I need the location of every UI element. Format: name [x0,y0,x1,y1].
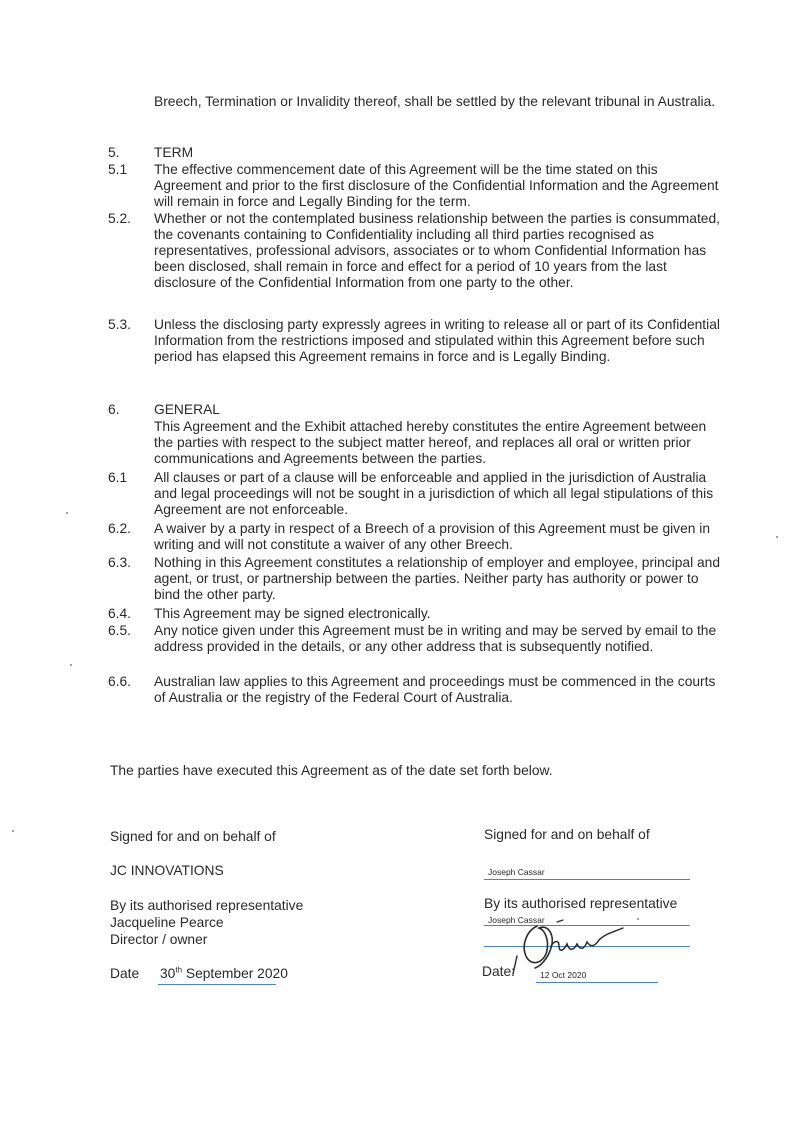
clause-5-1 [108,162,720,210]
clause-text: All clauses or part of a clause will be enforceable and applied in the jurisdiction of Australia and legal proceedings will not be sought in a jurisdiction of which all legal stipulations of this Agreement are not enforceable. [154,470,714,517]
left-representative-name: Jacqueline Pearce [110,915,224,930]
clause-number: 5.1 [108,162,128,177]
scan-speck [12,830,14,832]
clause-5-3 [108,317,720,365]
right-by-representative: By its authorised representative [484,896,678,911]
clause-number: 5.2. [108,211,132,226]
clause-6-6 [108,674,720,706]
clause-6-3 [108,555,720,603]
left-date-underline [158,984,276,985]
section-number: 5. [108,145,120,160]
clause-text: Any notice given under this Agreement must be in writing and may be served by email to the address provided in the details, or any other address that is subsequently notified. [154,623,717,654]
left-company-name: JC INNOVATIONS [110,863,224,878]
clause-6-2 [108,521,720,553]
clause-6-1 [108,470,720,518]
clause-text: Australian law applies to this Agreement and proceedings must be commenced in the courts of Australia or the registry of the Federal Court of Australia. [154,674,716,705]
right-date-underline [536,982,658,983]
execution-statement: The parties have executed this Agreement as of the date set forth below. [110,763,553,778]
clause-text: A waiver by a party in respect of a Breech of a provision of this Agreement must be given in writing and will not constitute a waiver of any other Breech. [154,521,710,552]
clause-text: Nothing in this Agreement constitutes a relationship of employer and employee, principal and agent, or trust, or partnership between the parties. Neither party has authority or power to bind the other party. [154,555,721,602]
section-5-heading [108,145,720,161]
section-title: GENERAL [154,402,220,417]
left-date-value: 30th September 2020 [160,965,288,981]
left-by-representative: By its authorised representative [110,898,304,913]
clause-number: 5.3. [108,317,132,332]
clause-number: 6.4. [108,606,132,621]
clause-number: 6.5. [108,623,132,638]
scan-speck [66,512,68,514]
clause-text: Unless the disclosing party expressly agrees in writing to release all or part of its Confidential Information from the restrictions imposed and stipulated within this Agreement before such period has elapsed this Agreement remains in force and is Legally Binding. [154,317,720,364]
left-representative-title: Director / owner [110,932,208,947]
clause-number: 6.1 [108,470,128,485]
scan-speck [637,918,639,920]
right-date-label: Date: [482,964,515,979]
left-date-label: Date [110,966,140,981]
section-title: TERM [154,145,194,160]
clause-text: Whether or not the contemplated business relationship between the parties is consummated, the covenants containing to Confidentiality including all third parties recognised as representatives, professional advisors, associates or to whom Confidential Information has been disclosed, shall remain in force and effect for a period of 10 years from the last disclosure of the Confidential Information from one party to the other. [154,211,720,290]
section-6-heading [108,402,720,418]
clause-number: 6.6. [108,674,132,689]
clause-6-5 [108,623,720,655]
clause-5-2 [108,211,720,291]
clause-number: 6.3. [108,555,132,570]
right-date-value: 12 Oct 2020 [540,970,587,980]
right-signed-for: Signed for and on behalf of [484,827,650,842]
right-name-line-text: Joseph Cassar [488,867,545,877]
clause-text: The effective commencement date of this Agreement will be the time stated on this Agreement and prior to the first disclosure of the Confidential Information and the Agreement will remain in force and Legally Binding for the term. [154,162,719,209]
intro-paragraph: Breech, Termination or Invalidity thereof, shall be settled by the relevant tribunal in Australia. [154,94,716,109]
section-6-intro: This Agreement and the Exhibit attached hereby constitutes the entire Agreement between the parties with respect to the subject matter hereof, and replaces all oral or written prior communications and Agreements between the parties. [154,419,707,466]
clause-6-4 [108,606,720,622]
left-signed-for: Signed for and on behalf of [110,829,276,844]
section-number: 6. [108,402,120,417]
scan-speck [776,536,778,538]
right-signer-name: Joseph Cassar [488,915,545,925]
clause-number: 6.2. [108,521,132,536]
scan-speck [70,664,72,666]
clause-text: This Agreement may be signed electronically. [154,606,431,621]
right-name-underline [484,879,690,880]
